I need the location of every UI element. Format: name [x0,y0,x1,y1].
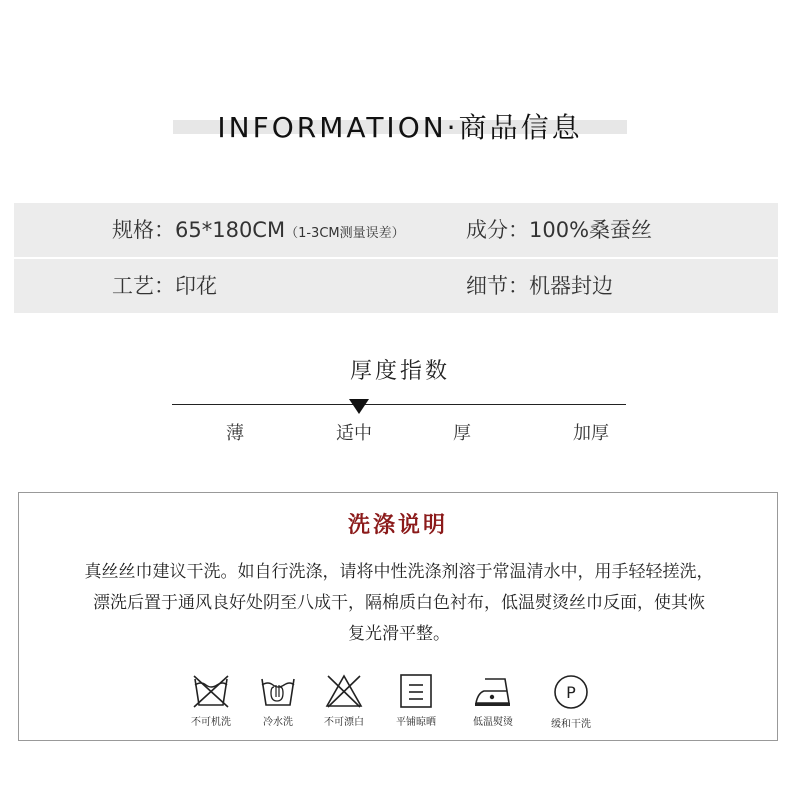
care-icon-label: 冷水洗 [263,717,293,728]
care-icon-dry-flat [376,673,456,728]
care-icon-label: 低温熨烫 [473,717,513,728]
care-text-line: 漂洗后置于通风良好处阴至八成干，隔棉质白色衬布，低温熨烫丝巾反面，使其恢 [93,593,705,613]
care-text-line: 复光滑平整。 [348,624,450,644]
spec-row-1 [14,203,778,257]
spec-size-text: 规格：65*180CM [112,218,286,242]
care-text [39,557,759,650]
care-instructions-box [18,492,778,741]
care-icon-label: 不可漂白 [324,717,364,728]
care-title: 洗涤说明 [347,513,448,538]
no-machine-wash-icon [192,673,230,709]
spec-size [112,203,405,257]
thickness-marker-icon [349,399,369,414]
dry-flat-icon [398,673,434,709]
care-icon-label: 缓和干洗 [551,719,591,730]
thickness-title: 厚度指数 [349,359,450,384]
thickness-level-thick: 厚 [453,423,471,444]
thickness-level-extra-thick: 加厚 [573,423,609,444]
care-icon-low-iron [453,673,533,728]
care-icon-dry-clean [531,673,611,730]
spec-detail: 细节：机器封边 [466,274,613,298]
spec-size-note: （1-3CM测量误差） [285,226,405,241]
thickness-level-thin: 薄 [226,423,244,444]
low-iron-icon [472,673,514,709]
spec-material: 成分：100%桑蚕丝 [466,218,653,242]
care-icon-label: 不可机洗 [191,717,231,728]
care-icon-no-bleach [304,673,384,728]
page-title: INFORMATION·商品信息 [217,111,583,144]
header [0,108,800,148]
care-text-line: 真丝丝巾建议干洗。如自行洗涤，请将中性洗涤剂溶于常温清水中，用手轻轻搓洗， [84,562,714,582]
thickness-level-medium: 适中 [336,423,372,444]
no-bleach-icon [324,673,364,709]
cold-wash-icon [259,673,297,709]
svg-text:P: P [566,683,576,702]
care-icon-label: 平铺晾晒 [396,717,436,728]
spec-craft: 工艺：印花 [112,274,217,298]
thickness-scale-line [172,404,626,405]
spec-row-2 [14,259,778,313]
dry-clean-p-icon [552,673,590,711]
